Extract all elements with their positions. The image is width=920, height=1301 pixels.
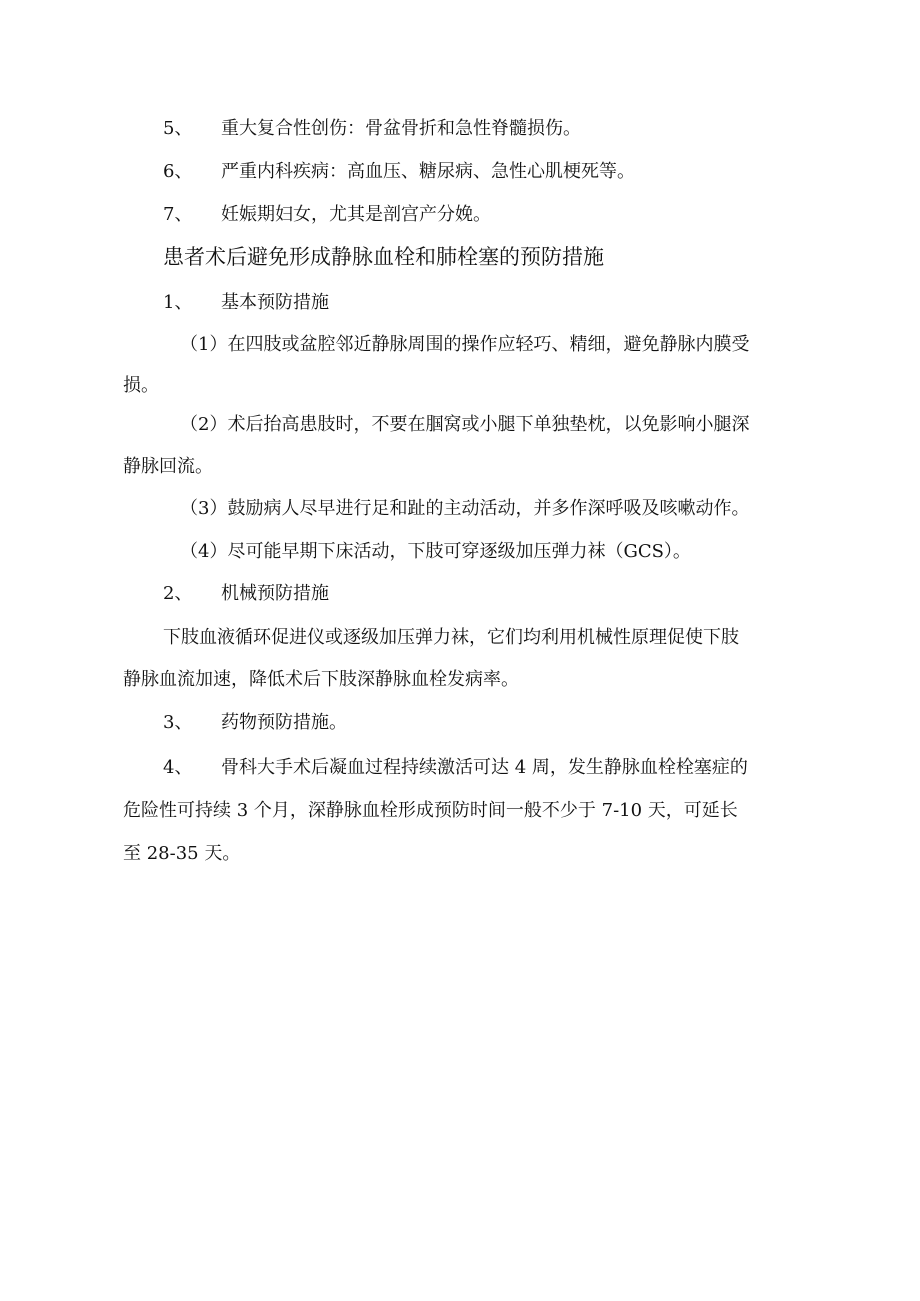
measure-title: 药物预防措施。 — [221, 712, 347, 733]
paragraph-line: 至 28-35 天。 — [123, 843, 241, 864]
item-number: 1、 — [163, 292, 193, 313]
risk-item-text: 重大复合性创伤：骨盆骨折和急性脊髓损伤。 — [221, 118, 581, 139]
sub-item-line: 静脉回流。 — [123, 456, 213, 477]
paragraph-line: 下肢血液循环促进仪或逐级加压弹力袜，它们均利用机械性原理促使下肢 — [163, 627, 739, 648]
item-number: 2、 — [163, 583, 193, 604]
section-title: 患者术后避免形成静脉血栓和肺栓塞的预防措施 — [163, 245, 604, 269]
sub-item-line: （2）术后抬高患肢时，不要在腘窝或小腿下单独垫枕，以免影响小腿深 — [180, 414, 750, 435]
sub-item-line: 损。 — [123, 375, 159, 396]
item-number: 7、 — [163, 204, 193, 225]
risk-item-text: 妊娠期妇女，尤其是剖宫产分娩。 — [221, 204, 491, 225]
sub-item-line: （4）尽可能早期下床活动，下肢可穿逐级加压弹力袜（GCS）。 — [180, 541, 691, 562]
paragraph-line: 静脉血流加速，降低术后下肢深静脉血栓发病率。 — [123, 669, 519, 690]
paragraph-line: 危险性可持续 3 个月，深静脉血栓形成预防时间一般不少于 7-10 天，可延长 — [123, 800, 738, 821]
sub-item-line: （3）鼓励病人尽早进行足和趾的主动活动，并多作深呼吸及咳嗽动作。 — [180, 498, 750, 519]
sub-item-line: （1）在四肢或盆腔邻近静脉周围的操作应轻巧、精细，避免静脉内膜受 — [180, 334, 750, 355]
paragraph-line: 骨科大手术后凝血过程持续激活可达 4 周，发生静脉血栓栓塞症的 — [221, 757, 748, 778]
measure-title: 基本预防措施 — [221, 292, 329, 313]
item-number: 5、 — [163, 118, 193, 139]
item-number: 4、 — [163, 757, 193, 778]
item-number: 6、 — [163, 161, 193, 182]
item-number: 3、 — [163, 712, 193, 733]
measure-title: 机械预防措施 — [221, 583, 329, 604]
risk-item-text: 严重内科疾病：高血压、糖尿病、急性心肌梗死等。 — [221, 161, 635, 182]
